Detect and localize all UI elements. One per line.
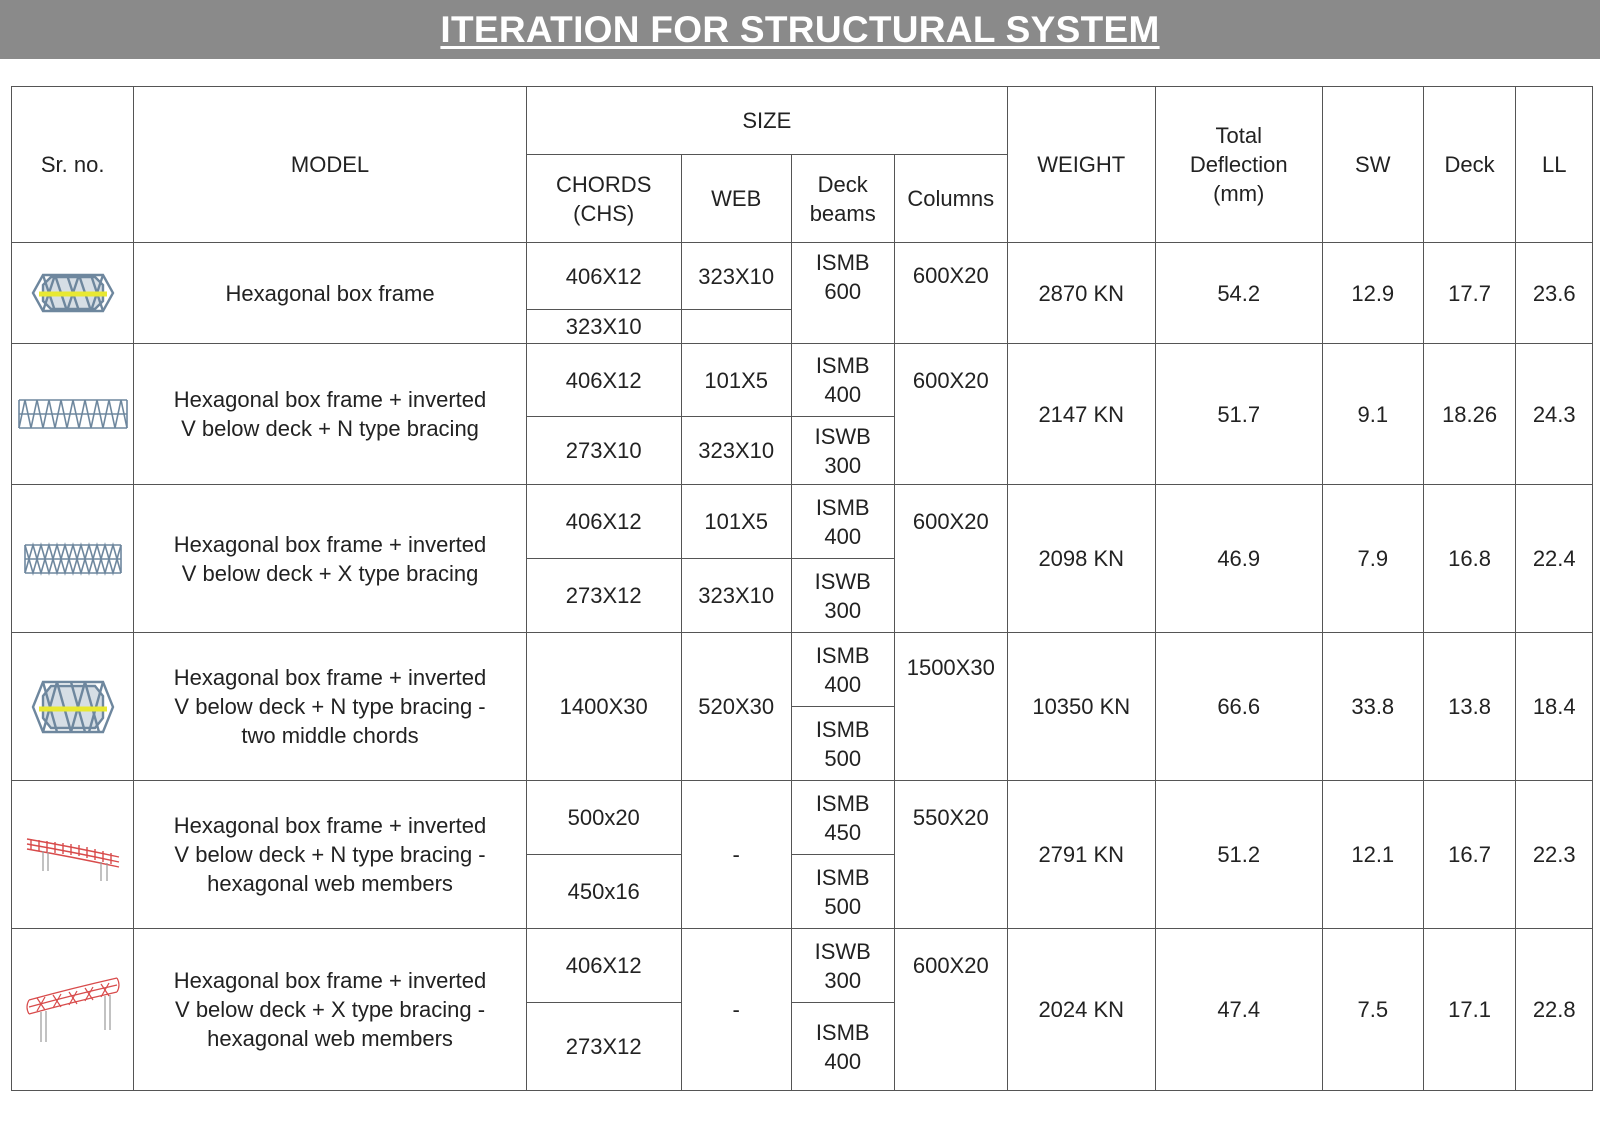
model-line: V below deck + N type bracing	[181, 416, 479, 441]
model-line: hexagonal web members	[207, 871, 453, 896]
deflection-cell: 54.2	[1155, 243, 1322, 344]
model-line: V below deck + N type bracing -	[174, 842, 486, 867]
deck-beams-cell	[791, 485, 894, 559]
deck-beam-type: ISMB	[815, 1019, 870, 1045]
ll-cell: 22.4	[1516, 485, 1593, 633]
model-line: Hexagonal box frame + inverted	[173, 387, 487, 412]
deck-cell: 13.8	[1423, 633, 1516, 781]
chords-cell: 323X10	[526, 310, 681, 344]
deck-beams-cell	[791, 1003, 894, 1091]
header-chords	[526, 155, 681, 243]
table-row	[12, 781, 1593, 855]
chords-cell: 1400X30	[526, 633, 681, 781]
ll-cell: 23.6	[1516, 243, 1593, 344]
columns-cell: 600X20	[894, 485, 1007, 633]
table-row	[12, 344, 1593, 417]
deck-beams-cell	[791, 417, 894, 485]
model-name	[134, 344, 526, 485]
chords-cell: 450x16	[526, 855, 681, 929]
web-cell: 323X10	[681, 417, 791, 485]
model-thumbnail-cell	[12, 781, 134, 929]
sw-cell: 9.1	[1322, 344, 1423, 485]
header-ll: LL	[1516, 87, 1593, 243]
model-line: hexagonal web members	[207, 1026, 453, 1051]
model-line: Hexagonal box frame + inverted	[173, 665, 487, 690]
deck-cell: 16.7	[1423, 781, 1516, 929]
deck-beam-size: 600	[824, 279, 862, 304]
header-model: MODEL	[134, 87, 526, 243]
header-deck-beams-line1: Deck	[817, 171, 868, 197]
red-hexagonal-web-x-bracing-icon	[23, 970, 123, 1050]
model-line: Hexagonal box frame + inverted	[173, 968, 487, 993]
iteration-table	[11, 86, 1593, 1091]
deck-beam-type: ISWB	[814, 423, 871, 449]
table-row	[12, 243, 1593, 310]
chords-cell: 406X12	[526, 344, 681, 417]
deflection-cell: 47.4	[1155, 929, 1322, 1091]
header-chords-line2: (CHS)	[573, 200, 635, 226]
model-name	[134, 243, 526, 344]
model-name	[134, 633, 526, 781]
web-cell: -	[681, 929, 791, 1091]
deck-beam-size: 450	[824, 819, 862, 845]
deck-beam-size: 400	[824, 382, 862, 407]
deck-beam-type: ISMB	[815, 864, 870, 890]
web-cell: 323X10	[681, 559, 791, 633]
deck-beam-type: ISMB	[815, 642, 870, 668]
header-deck-beams-line2: beams	[809, 200, 876, 226]
deck-beams-cell	[791, 929, 894, 1003]
deck-beam-type: ISWB	[814, 568, 871, 594]
header-deflection-line2: Deflection	[1189, 152, 1288, 177]
deck-beam-type: ISMB	[815, 790, 870, 816]
title-banner	[0, 0, 1600, 59]
model-line: V below deck + X type bracing -	[175, 997, 486, 1022]
deck-beam-size: 400	[824, 671, 862, 697]
web-cell	[681, 310, 791, 344]
hexagonal-box-frame-two-chords-icon	[27, 672, 119, 742]
model-thumbnail-cell	[12, 929, 134, 1091]
deck-beam-size: 300	[824, 967, 862, 993]
chords-cell: 273X10	[526, 417, 681, 485]
chords-cell: 406X12	[526, 929, 681, 1003]
chords-cell: 500x20	[526, 781, 681, 855]
sw-cell: 12.9	[1322, 243, 1423, 344]
columns-cell: 600X20	[894, 344, 1007, 485]
model-thumbnail-cell	[12, 344, 134, 485]
deck-beam-type: ISMB	[815, 250, 870, 275]
model-name	[134, 781, 526, 929]
chords-cell: 273X12	[526, 1003, 681, 1091]
deck-cell: 17.1	[1423, 929, 1516, 1091]
deck-beam-size: 500	[824, 893, 862, 919]
sw-cell: 7.9	[1322, 485, 1423, 633]
header-weight: WEIGHT	[1007, 87, 1155, 243]
header-chords-line1: CHORDS	[556, 171, 652, 197]
table-row	[12, 633, 1593, 707]
truss-elevation-x-bracing-icon	[23, 539, 123, 579]
deck-beam-size: 300	[824, 597, 862, 623]
deck-beam-size: 500	[824, 745, 862, 771]
model-line: two middle chords	[241, 723, 419, 748]
model-thumbnail-cell	[12, 633, 134, 781]
model-line: Hexagonal box frame + inverted	[173, 813, 487, 838]
model-line: V below deck + N type bracing -	[174, 694, 486, 719]
deck-beams-cell	[791, 855, 894, 929]
deck-beam-type: ISMB	[815, 353, 870, 378]
header-deflection-line1: Total	[1215, 123, 1262, 148]
weight-cell: 2147 KN	[1007, 344, 1155, 485]
web-cell: -	[681, 781, 791, 929]
deck-cell: 16.8	[1423, 485, 1516, 633]
web-cell: 101X5	[681, 485, 791, 559]
deck-cell: 17.7	[1423, 243, 1516, 344]
sw-cell: 12.1	[1322, 781, 1423, 929]
deflection-cell: 51.2	[1155, 781, 1322, 929]
ll-cell: 22.8	[1516, 929, 1593, 1091]
header-deck-beams	[791, 155, 894, 243]
chords-cell: 273X12	[526, 559, 681, 633]
columns-cell: 600X20	[894, 243, 1007, 344]
model-thumbnail-cell	[12, 243, 134, 344]
model-line: V below deck + X type bracing	[181, 560, 479, 586]
deck-beams-cell	[791, 559, 894, 633]
header-deck: Deck	[1423, 87, 1516, 243]
table-row	[12, 485, 1593, 559]
red-hexagonal-web-n-bracing-icon	[23, 825, 123, 885]
deflection-cell: 51.7	[1155, 344, 1322, 485]
ll-cell: 22.3	[1516, 781, 1593, 929]
header-sw: SW	[1322, 87, 1423, 243]
model-name	[134, 929, 526, 1091]
columns-cell: 1500X30	[894, 633, 1007, 781]
weight-cell: 2870 KN	[1007, 243, 1155, 344]
sw-cell: 33.8	[1322, 633, 1423, 781]
web-cell: 101X5	[681, 344, 791, 417]
columns-cell: 550X20	[894, 781, 1007, 929]
deck-beams-cell	[791, 243, 894, 344]
columns-cell: 600X20	[894, 929, 1007, 1091]
web-cell: 520X30	[681, 633, 791, 781]
deck-beams-cell	[791, 633, 894, 707]
header-size: SIZE	[526, 87, 1007, 155]
model-thumbnail-cell	[12, 485, 134, 633]
deck-beam-size: 400	[824, 1048, 862, 1074]
page-title: ITERATION FOR STRUCTURAL SYSTEM	[440, 9, 1160, 50]
deck-beams-cell	[791, 707, 894, 781]
weight-cell: 2098 KN	[1007, 485, 1155, 633]
deck-cell: 18.26	[1423, 344, 1516, 485]
header-deflection-line3: (mm)	[1213, 181, 1265, 206]
model-line: Hexagonal box frame + inverted	[173, 531, 487, 557]
header-deflection	[1155, 87, 1322, 243]
table-row	[12, 929, 1593, 1003]
deflection-cell: 46.9	[1155, 485, 1322, 633]
header-sr-no: Sr. no.	[12, 87, 134, 243]
deflection-cell: 66.6	[1155, 633, 1322, 781]
model-line: Hexagonal box frame	[225, 280, 435, 306]
weight-cell: 2024 KN	[1007, 929, 1155, 1091]
deck-beam-type: ISWB	[814, 938, 871, 964]
deck-beam-size: 400	[824, 523, 862, 549]
model-name	[134, 485, 526, 633]
weight-cell: 10350 KN	[1007, 633, 1155, 781]
deck-beam-type: ISMB	[815, 494, 870, 520]
deck-beam-size: 300	[824, 452, 862, 478]
deck-beam-type: ISMB	[815, 716, 870, 742]
ll-cell: 18.4	[1516, 633, 1593, 781]
deck-beams-cell	[791, 344, 894, 417]
header-columns: Columns	[894, 155, 1007, 243]
web-cell: 323X10	[681, 243, 791, 310]
hexagonal-box-frame-3d-icon	[25, 263, 121, 323]
weight-cell: 2791 KN	[1007, 781, 1155, 929]
truss-elevation-n-bracing-icon	[17, 394, 129, 434]
deck-beams-cell	[791, 781, 894, 855]
sw-cell: 7.5	[1322, 929, 1423, 1091]
chords-cell: 406X12	[526, 243, 681, 310]
ll-cell: 24.3	[1516, 344, 1593, 485]
header-web: WEB	[681, 155, 791, 243]
chords-cell: 406X12	[526, 485, 681, 559]
